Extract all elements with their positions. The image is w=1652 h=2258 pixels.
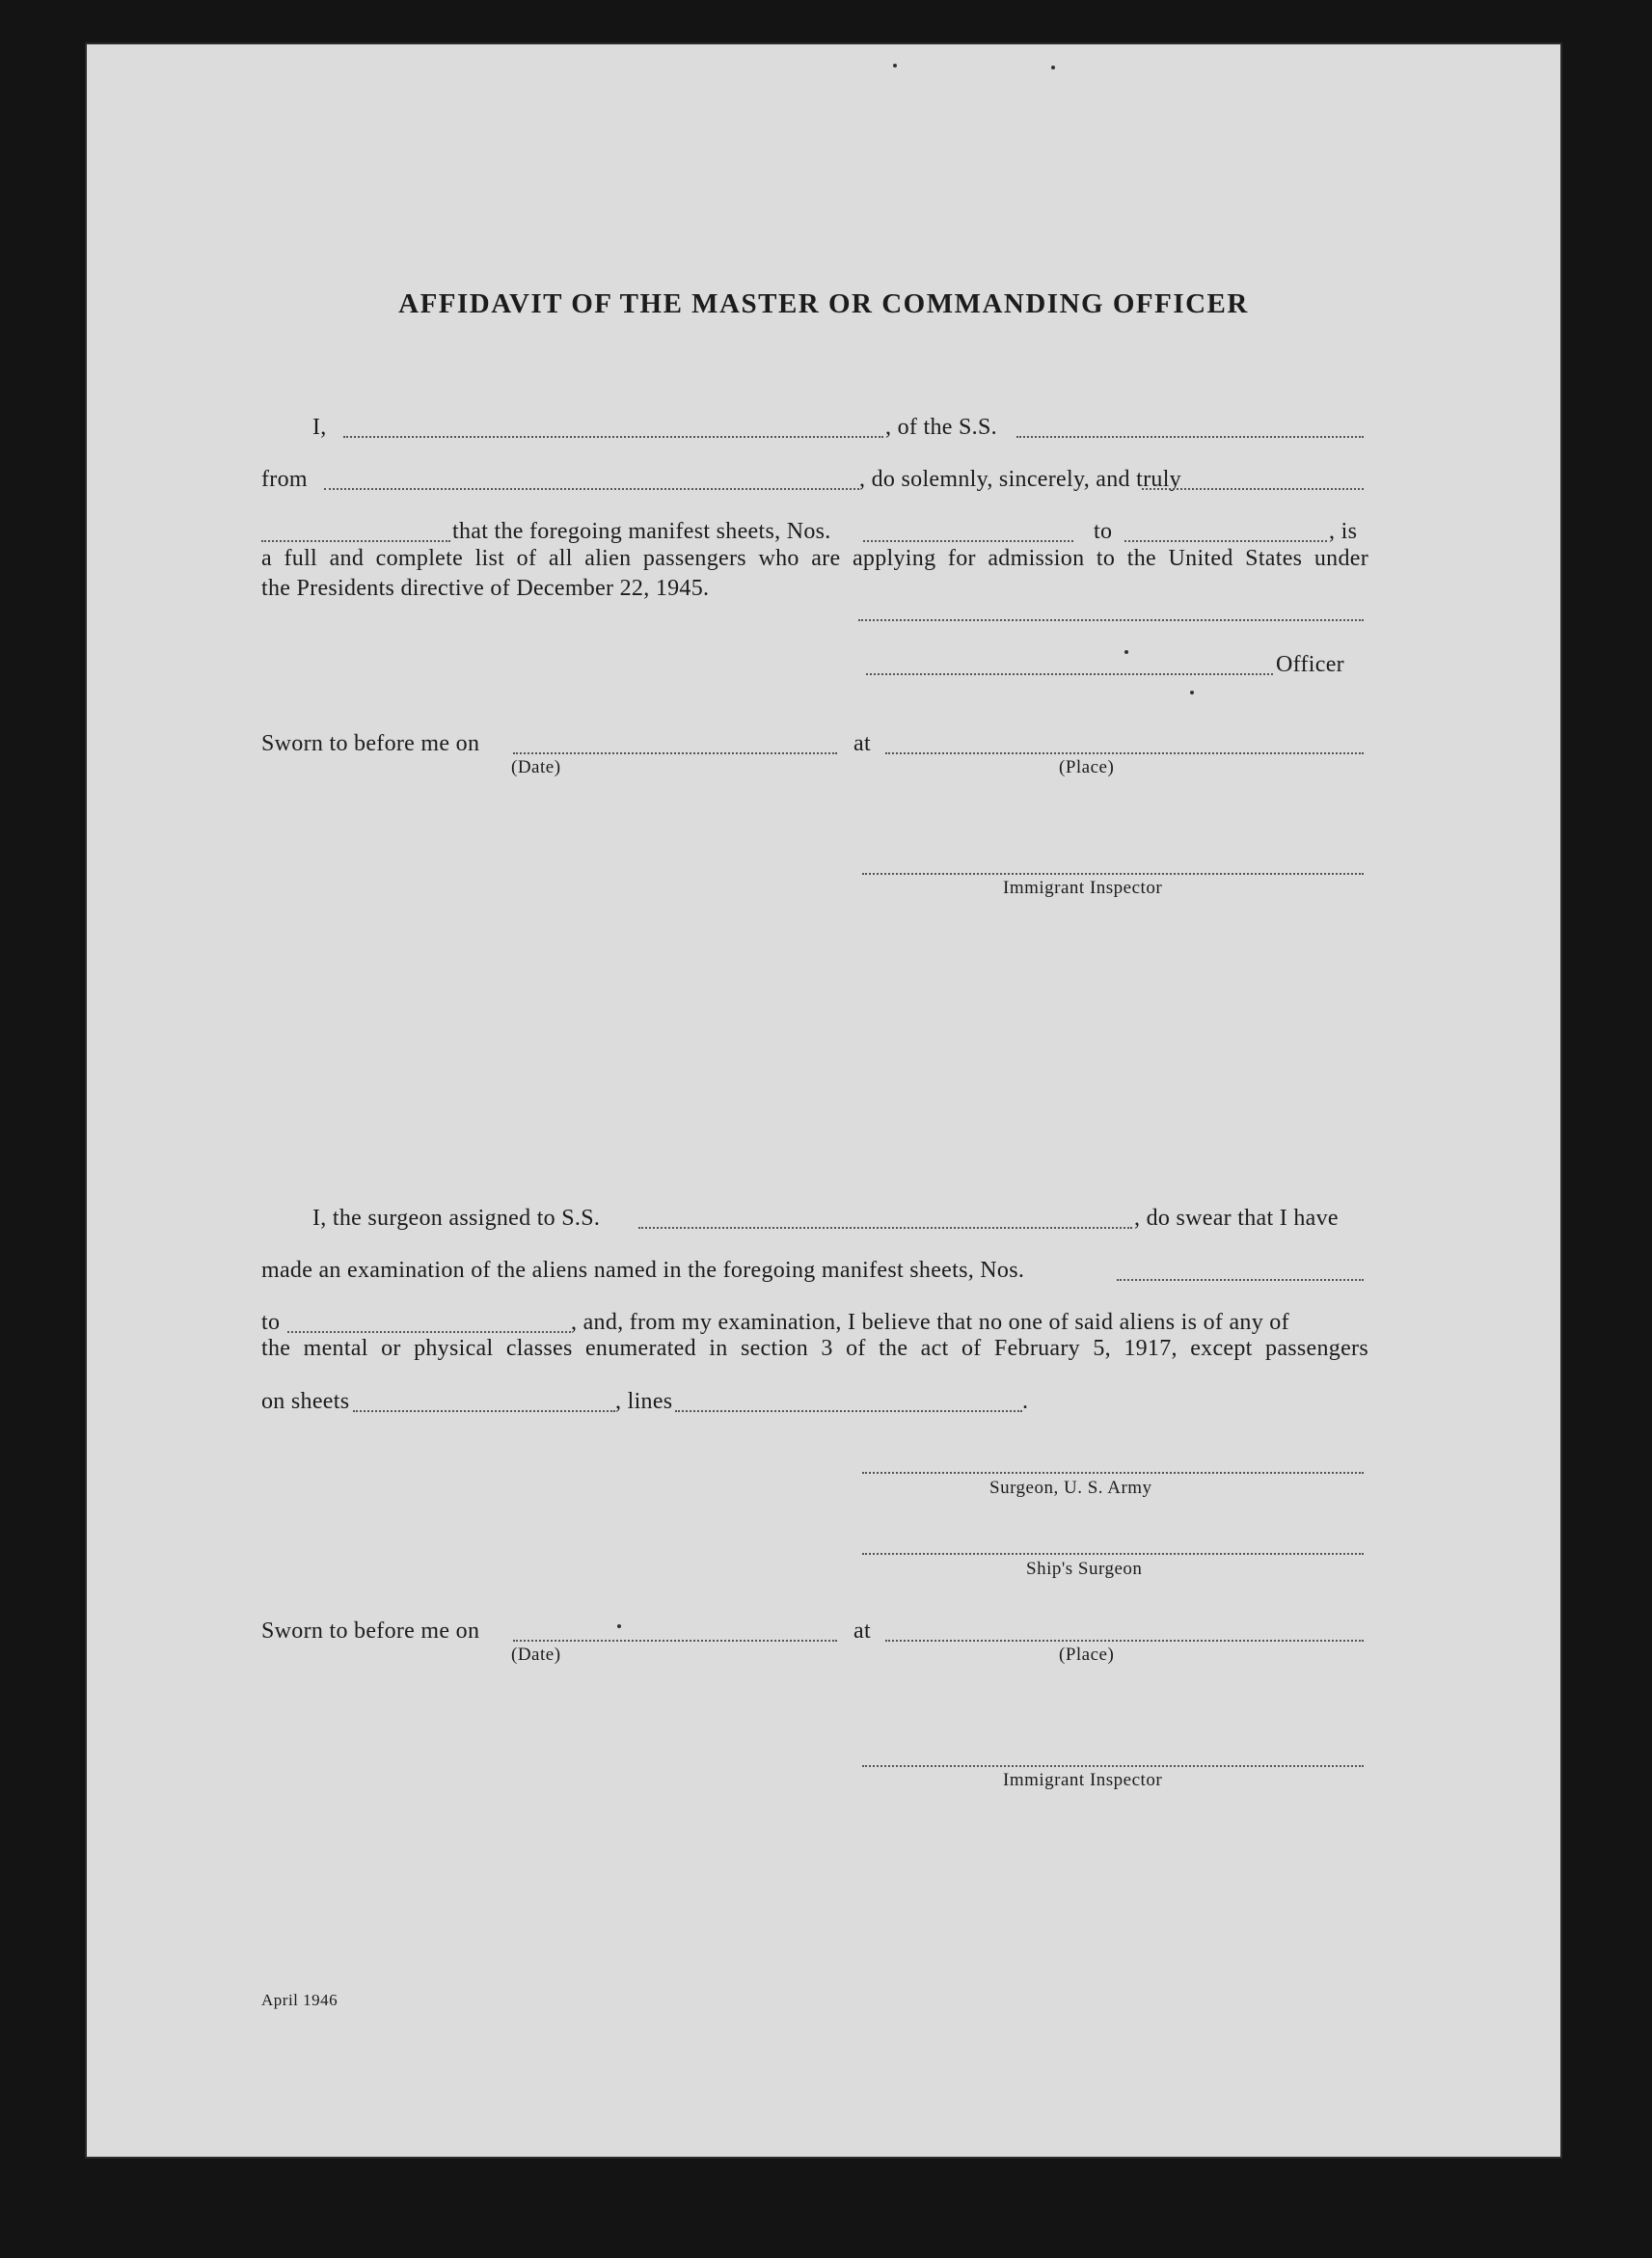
sworn-label: Sworn to before me on [261,731,480,756]
sworn-date-field[interactable] [513,752,837,754]
army-surgeon-signature-line[interactable] [862,1472,1364,1474]
ships-surgeon-signature-line[interactable] [862,1553,1364,1555]
sworn-place-field[interactable] [885,752,1364,754]
examination-label: made an examination of the aliens named in the foregoing manifest sheets, Nos. [261,1258,1025,1283]
surgeon-text-line: the mental or physical classes enumerated in section 3 of the act of February 5, 1917, except passengers [261,1336,1368,1361]
sheets-to-field[interactable] [1124,540,1327,542]
form-date-footer: April 1946 [261,1991,339,2009]
surgeon-assigned-label: I, the surgeon assigned to S.S. [312,1206,601,1231]
scan-speck [1051,66,1055,69]
solemnly-label: , do solemnly, sincerely, and truly [859,467,1181,492]
affidavit-text-line: the Presidents directive of December 22, 1945. [261,576,710,601]
affidavit-i-label: I, [312,415,327,440]
oath-verb-field[interactable] [261,540,450,542]
to-label: to [1094,519,1113,544]
scan-speck [893,64,897,68]
inspector-caption: Immigrant Inspector [1003,1770,1163,1790]
surgeon-sworn-date-field[interactable] [513,1640,837,1642]
except-lines-field[interactable] [675,1410,1022,1412]
army-surgeon-caption: Surgeon, U. S. Army [989,1478,1152,1498]
swear-label: , do swear that I have [1134,1206,1339,1231]
master-signature-line[interactable] [858,619,1364,621]
affidavit-text-line: a full and complete list of all alien passengers who are applying for admission to the United States under [261,546,1368,571]
lines-label: , lines [615,1389,673,1414]
place-caption: (Place) [1059,1645,1115,1665]
inspector-signature-line[interactable] [862,873,1364,875]
sheets-from-field[interactable] [863,540,1073,542]
ship-name-field[interactable] [1016,436,1364,438]
oath-word-field[interactable] [1142,488,1364,490]
master-name-field[interactable] [343,436,883,438]
at-label: at [853,731,871,756]
of-ss-label: , of the S.S. [885,415,997,440]
ships-surgeon-caption: Ship's Surgeon [1026,1559,1143,1579]
surgeon-ship-field[interactable] [638,1227,1132,1229]
port-from-field[interactable] [324,488,859,490]
scan-speck [617,1624,621,1628]
inspector-signature-line[interactable] [862,1765,1364,1767]
inspector-caption: Immigrant Inspector [1003,878,1163,898]
from-label: from [261,467,308,492]
date-caption: (Date) [511,1645,561,1665]
form-title: AFFIDAVIT OF THE MASTER OR COMMANDING OFFICER [398,288,1249,319]
at-label: at [853,1619,871,1644]
officer-label: Officer [1276,652,1344,677]
except-sheets-field[interactable] [353,1410,615,1412]
scan-speck [1190,691,1194,694]
scan-speck [1124,650,1128,654]
officer-signature-line[interactable] [866,673,1273,675]
on-sheets-label: on sheets [261,1389,350,1414]
manifest-sheets-label: that the foregoing manifest sheets, Nos. [452,519,831,544]
exam-sheets-to-field[interactable] [287,1331,571,1333]
date-caption: (Date) [511,757,561,777]
form-page [85,42,1562,2159]
is-label: , is [1329,519,1358,544]
place-caption: (Place) [1059,757,1115,777]
sworn-label: Sworn to before me on [261,1619,480,1644]
to-label: to [261,1310,281,1335]
period: . [1022,1389,1029,1414]
surgeon-sworn-place-field[interactable] [885,1640,1364,1642]
examination-result-label: , and, from my examination, I believe that no one of said aliens is of any of [571,1310,1289,1335]
exam-sheets-from-field[interactable] [1117,1279,1364,1281]
